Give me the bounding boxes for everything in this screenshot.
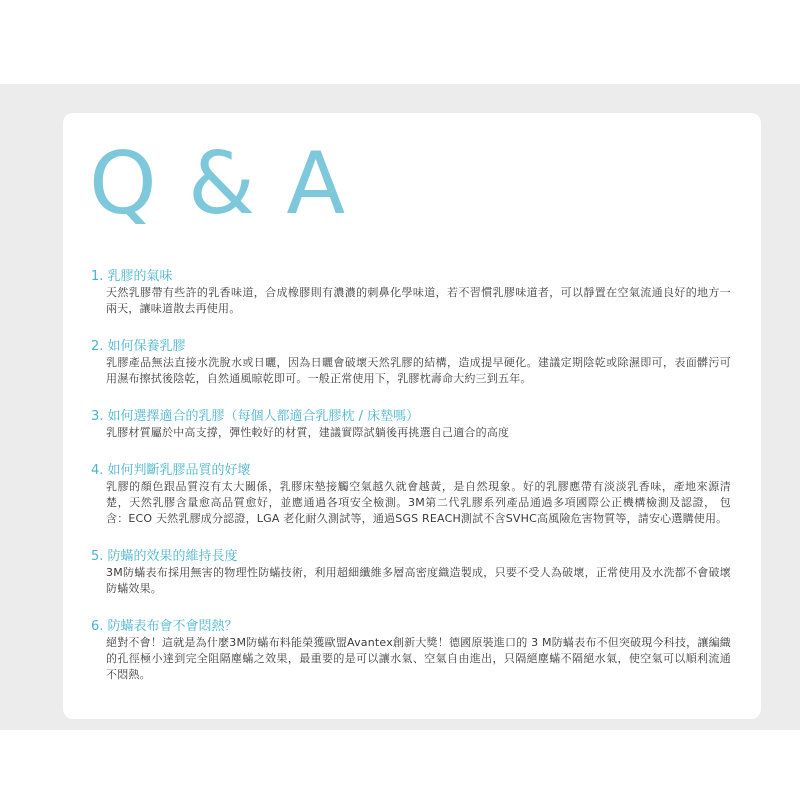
qa-item [91, 618, 731, 683]
qa-heading: Q & A [89, 134, 348, 234]
qa-answer: 3M防蟎表布採用無害的物理性防蟎技術，利用超細纖維多層高密度織造製成，只要不受人為破壞，正常使用及水洗都不會破壞防蟎效果。 [106, 566, 731, 595]
qa-question: 2. 如何保養乳膠 [91, 339, 186, 354]
qa-item [91, 548, 731, 597]
qa-answer: 乳膠材質屬於中高支撐，彈性較好的材質，建議實際試躺後再挑選自己適合的高度 [106, 426, 510, 439]
qa-question: 5. 防蟎的效果的維持長度 [91, 549, 238, 564]
qa-question: 6. 防蟎表布會不會悶熱？ [91, 619, 238, 634]
qa-question: 4. 如何判斷乳膠品質的好壞 [91, 463, 251, 478]
qa-answer: 乳膠的顏色跟品質沒有太大關係，乳膠床墊接觸空氣越久就會越黃，是自然現象。好的乳膠應帶有淡淡乳香味，產地來源清楚，天然乳膠含量愈高品質愈好，並應通過各項安全檢測。3M第二代乳膠系列產品通過多項國際公正機構檢測及認證， 包含：ECO 天然乳膠成分認證，LGA 老化耐久測試等，通過SGS REACH測試不含SVHC高風險危害物質等，請安心選購使用。 [106, 480, 731, 525]
qa-item [91, 408, 731, 441]
qa-card [63, 113, 761, 719]
qa-question: 3. 如何選擇適合的乳膠（每個人都適合乳膠枕 / 床墊嗎） [91, 409, 420, 424]
qa-item [91, 338, 731, 387]
qa-question: 1. 乳膠的氣味 [91, 269, 173, 284]
qa-answer: 天然乳膠帶有些許的乳香味道，合成橡膠則有濃濃的刺鼻化學味道，若不習慣乳膠味道者，可以靜置在空氣流通良好的地方一兩天，讓味道散去再使用。 [106, 286, 731, 315]
qa-item [91, 462, 731, 527]
qa-answer: 乳膠產品無法直接水洗脫水或日曬，因為日曬會破壞天然乳膠的結構，造成提早硬化。建議定期陰乾或除濕即可，表面髒污可用濕布擦拭後陰乾，自然通風晾乾即可。一般正常使用下，乳膠枕壽命大約三到五年。 [106, 356, 731, 385]
qa-answer: 絕對不會！這就是為什麼3M防蟎布料能榮獲歐盟Avantex創新大獎！德國原裝進口的 3 M防蟎表布不但突破現今科技，讓編織的孔徑極小達到完全阻隔塵蟎之效果，最重要的是可以讓水氣、空氣自由進出，只隔絕塵蟎不隔絕水氣，使空氣可以順利流通不悶熱。 [106, 636, 731, 681]
qa-item [91, 268, 731, 317]
qa-list [91, 268, 731, 704]
